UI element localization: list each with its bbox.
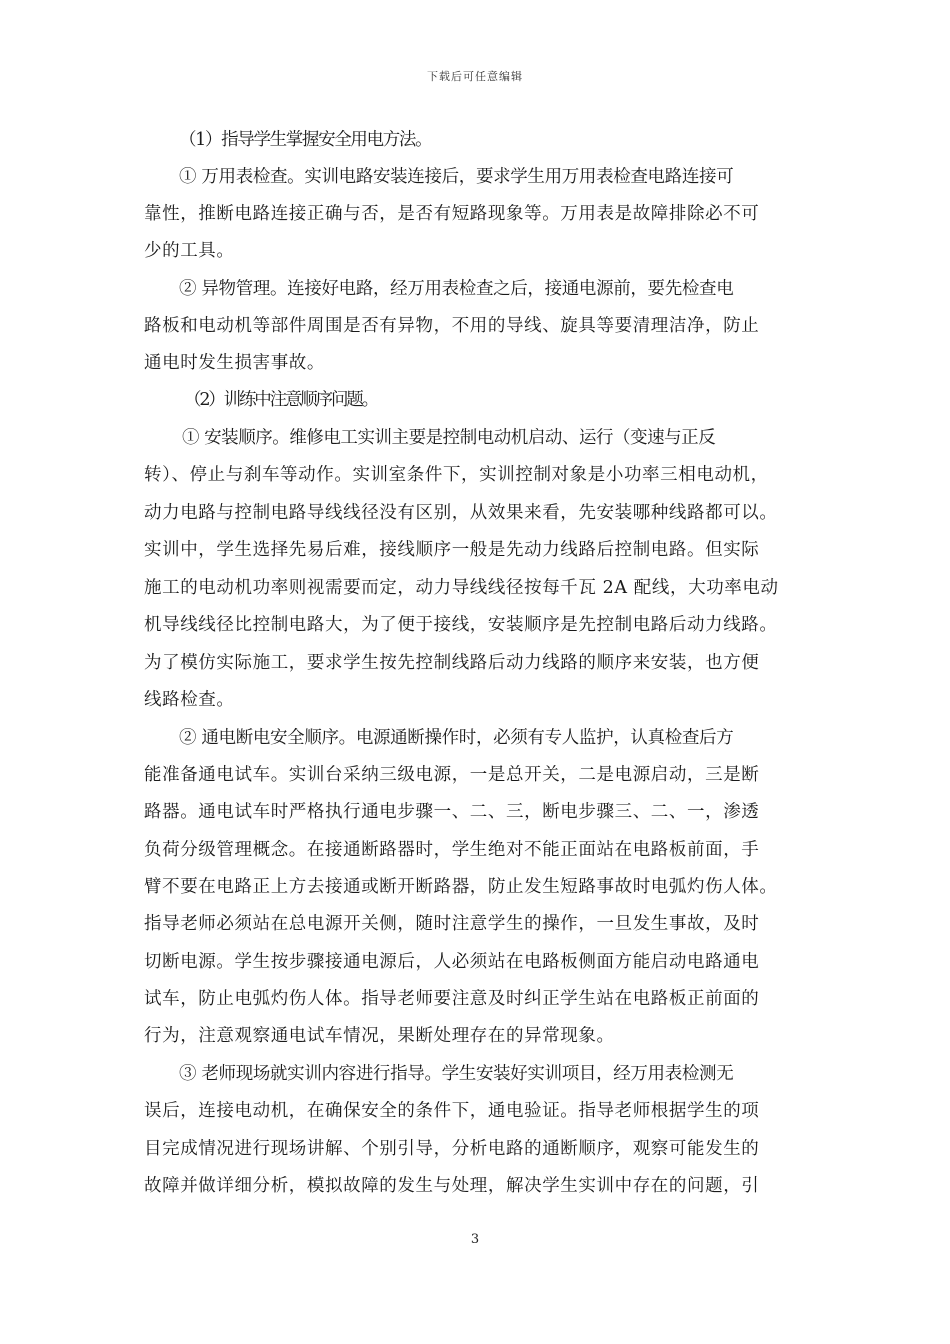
paragraph-line: 靠性，推断电路连接正确与否，是否有短路现象等。万用表是故障排除必不可 (144, 204, 760, 224)
paragraph-line: 机导线线径比控制电路大，为了便于接线，安装顺序是先控制电路后动力线路。 (144, 615, 778, 635)
paragraph-line: 负荷分级管理概念。在接通断路器时，学生绝对不能正面站在电路板前面，手 (144, 840, 760, 860)
paragraph-line: 误后，连接电动机，在确保安全的条件下，通电验证。指导老师根据学生的项 (144, 1101, 760, 1121)
paragraph-line: 转）、停止与刹车等动作。实训室条件下，实训控制对象是小功率三相电动机， (144, 465, 769, 485)
paragraph-line: 线路检查。 (144, 690, 235, 710)
paragraph-line: 能准备通电试车。实训台采纳三级电源，一是总开关，二是电源启动，三是断 (144, 765, 760, 785)
paragraph-line: 路板和电动机等部件周围是否有异物，不用的导线、旋具等要清理洁净，防止 (144, 316, 760, 336)
paragraph-line: 切断电源。学生按步骤接通电源后，人必须站在电路板侧面方能启动电路通电 (144, 952, 760, 972)
paragraph-line: 施工的电动机功率则视需要而定，动力导线线径按每千瓦 2A 配线，大功率电动 (144, 578, 779, 598)
paragraph-line: 少的工具。 (144, 241, 235, 261)
paragraph-line: （2）训练中注意顺序问题。 (184, 390, 377, 410)
page-number: 3 (470, 1232, 480, 1247)
paragraph-line: ③ 老师现场就实训内容进行指导。学生安装好实训项目，经万用表检测无 (179, 1064, 734, 1084)
page-header: 下载后可任意编辑 (427, 70, 523, 83)
paragraph-line: ① 万用表检查。实训电路安装连接后，要求学生用万用表检查电路连接可 (179, 167, 734, 187)
paragraph-line: ① 安装顺序。维修电工实训主要是控制电动机启动、运行（变速与正反 (182, 428, 716, 448)
paragraph-line: 故障并做详细分析，模拟故障的发生与处理，解决学生实训中存在的问题，引 (144, 1176, 760, 1196)
paragraph-line: 路器。通电试车时严格执行通电步骤一、二、三，断电步骤三、二、一，渗透 (144, 802, 760, 822)
paragraph-line: 臂不要在电路正上方去接通或断开断路器，防止发生短路事故时电弧灼伤人体。 (144, 877, 778, 897)
paragraph-line: 行为，注意观察通电试车情况，果断处理存在的异常现象。 (144, 1026, 615, 1046)
paragraph-line: （1）指导学生掌握安全用电方法。 (179, 130, 432, 150)
paragraph-line: 实训中，学生选择先易后难，接线顺序一般是先动力线路后控制电路。但实际 (144, 540, 760, 560)
paragraph-line: 通电时发生损害事故。 (144, 353, 325, 373)
paragraph-line: 试车，防止电弧灼伤人体。指导老师要注意及时纠正学生站在电路板正前面的 (144, 989, 760, 1009)
paragraph-line: ② 通电断电安全顺序。电源通断操作时，必须有专人监护，认真检查后方 (179, 728, 734, 748)
paragraph-line: ② 异物管理。连接好电路，经万用表检查之后，接通电源前，要先检查电 (179, 279, 734, 299)
paragraph-line: 为了模仿实际施工，要求学生按先控制线路后动力线路的顺序来安装，也方便 (144, 653, 760, 673)
paragraph-line: 指导老师必须站在总电源开关侧，随时注意学生的操作，一旦发生事故，及时 (144, 914, 760, 934)
paragraph-line: 目完成情况进行现场讲解、个别引导，分析电路的通断顺序，观察可能发生的 (144, 1139, 760, 1159)
paragraph-line: 动力电路与控制电路导线线径没有区别，从效果来看，先安装哪种线路都可以。 (144, 503, 778, 523)
